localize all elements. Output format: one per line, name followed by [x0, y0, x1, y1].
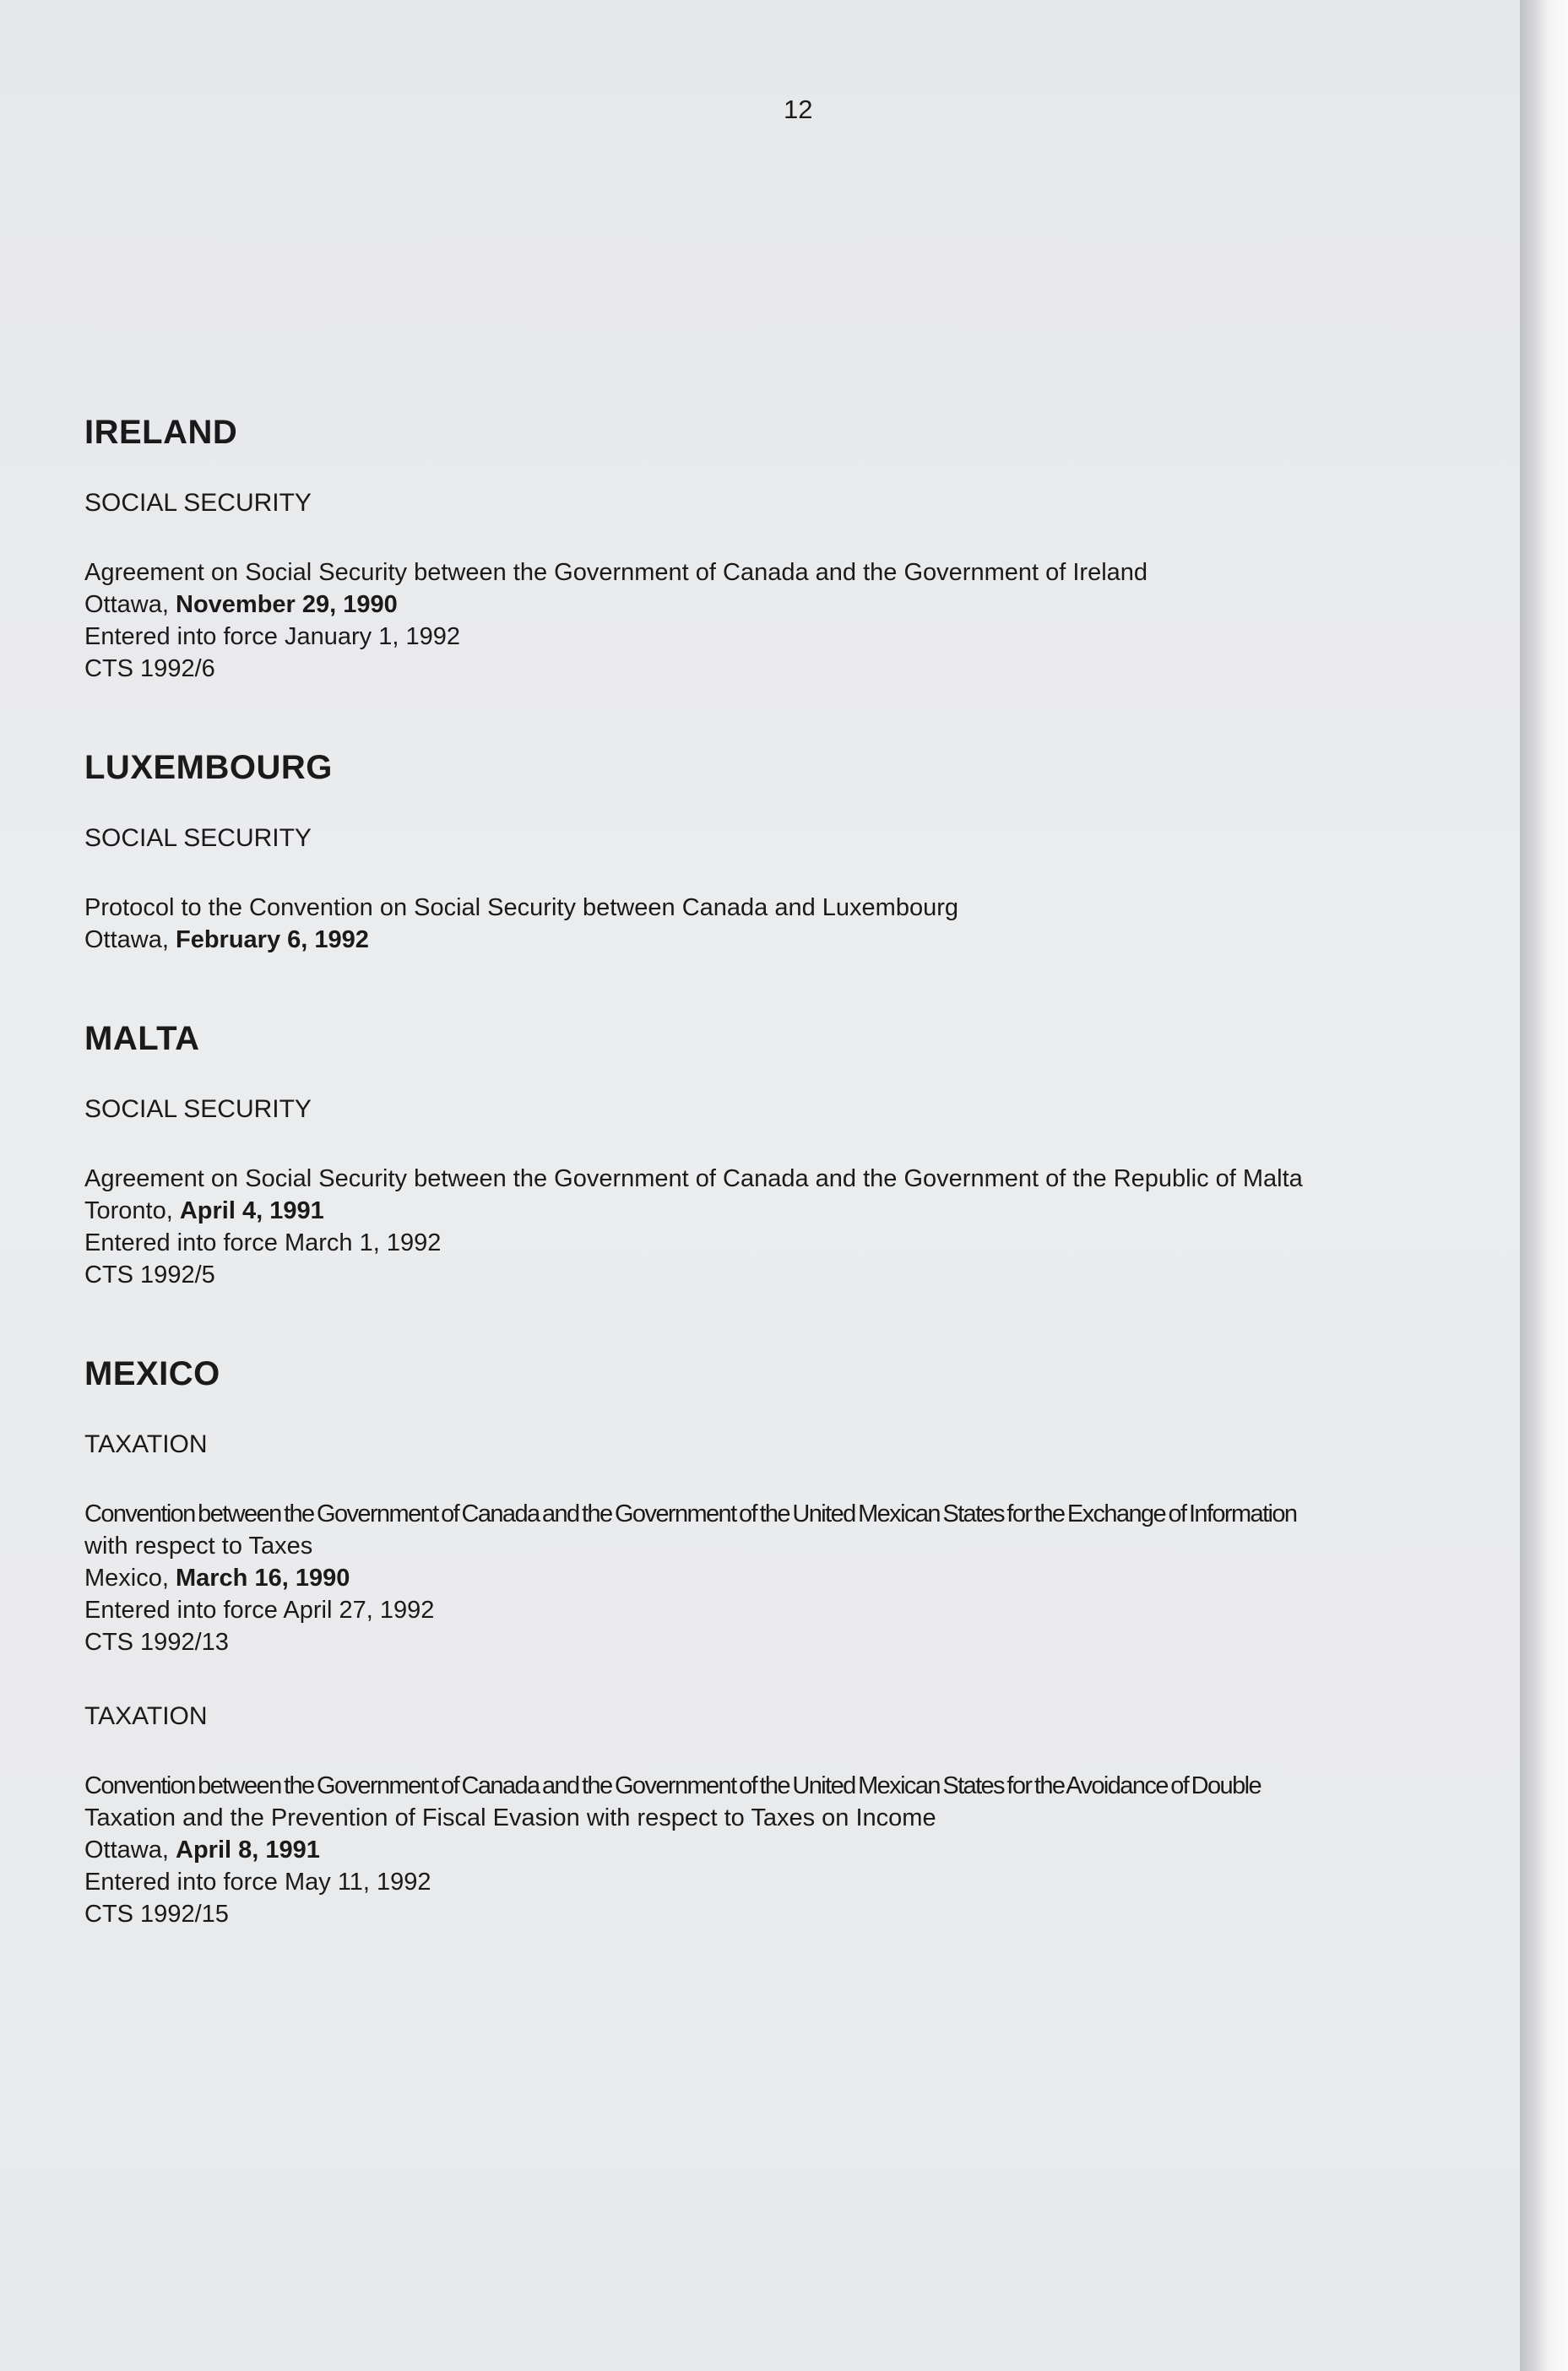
- signing-place-date: [84, 589, 1478, 621]
- signing-date: April 4, 1991: [179, 1197, 324, 1224]
- signing-date: February 6, 1992: [176, 926, 369, 953]
- page-number: 12: [784, 95, 813, 124]
- signing-place: Mexico,: [84, 1565, 169, 1592]
- entry-into-force: Entered into force March 1, 1992: [84, 1229, 442, 1256]
- country-heading: LUXEMBOURG: [84, 749, 333, 786]
- treaty-title: Convention between the Government of Canada and the Government of the United Mexican States for the Avoidance of Double: [84, 1772, 1261, 1799]
- entry-into-force: Entered into force May 11, 1992: [84, 1869, 431, 1896]
- treaty-entry: [84, 892, 1478, 956]
- category-heading: TAXATION: [84, 1430, 208, 1458]
- country-section-malta: [84, 1020, 1478, 1291]
- cts-reference: CTS 1992/6: [84, 655, 215, 682]
- country-heading: MEXICO: [84, 1355, 220, 1392]
- signing-date: March 16, 1990: [175, 1565, 350, 1592]
- cts-reference: CTS 1992/13: [84, 1629, 229, 1656]
- category-heading: SOCIAL SECURITY: [84, 1095, 312, 1123]
- treaty-entry: [84, 1498, 1478, 1658]
- signing-date: April 8, 1991: [176, 1837, 320, 1864]
- treaty-title: Convention between the Government of Canada and the Government of the United Mexican States for the Exchange of Information: [84, 1500, 1297, 1527]
- treaty-title-continued: with respect to Taxes: [84, 1533, 313, 1560]
- cts-reference: CTS 1992/15: [84, 1901, 229, 1928]
- signing-place: Ottawa,: [84, 926, 169, 953]
- country-heading: IRELAND: [84, 414, 238, 451]
- signing-place-date: [84, 1562, 1478, 1594]
- treaty-title: Protocol to the Convention on Social Security between Canada and Luxembourg: [84, 894, 958, 921]
- page-edge-shadow: [1520, 0, 1568, 2371]
- treaty-title-continued: Taxation and the Prevention of Fiscal Evasion with respect to Taxes on Income: [84, 1804, 936, 1831]
- treaty-entry: [84, 556, 1478, 685]
- category-heading: TAXATION: [84, 1702, 208, 1730]
- category-heading: SOCIAL SECURITY: [84, 489, 312, 517]
- treaty-entry: [84, 1770, 1478, 1930]
- signing-place-date: [84, 1834, 1478, 1866]
- signing-place: Ottawa,: [84, 591, 169, 618]
- entry-into-force: Entered into force January 1, 1992: [84, 623, 460, 650]
- treaty-entry: [84, 1163, 1478, 1291]
- category-heading: SOCIAL SECURITY: [84, 824, 312, 852]
- treaty-title: Agreement on Social Security between the Government of Canada and the Government of the Republic of Malta: [84, 1165, 1303, 1192]
- signing-place: Ottawa,: [84, 1837, 169, 1864]
- signing-date: November 29, 1990: [176, 591, 398, 618]
- signing-place-date: [84, 1195, 1478, 1227]
- entry-into-force: Entered into force April 27, 1992: [84, 1597, 435, 1624]
- cts-reference: CTS 1992/5: [84, 1261, 215, 1289]
- signing-place-date: [84, 924, 1478, 956]
- country-section-mexico: [84, 1355, 1478, 1930]
- treaty-list: [84, 414, 1478, 1994]
- country-section-ireland: [84, 414, 1478, 685]
- signing-place: Toronto,: [84, 1197, 173, 1224]
- country-heading: MALTA: [84, 1020, 200, 1057]
- country-section-luxembourg: [84, 749, 1478, 956]
- treaty-title: Agreement on Social Security between the Government of Canada and the Government of Ireland: [84, 559, 1148, 586]
